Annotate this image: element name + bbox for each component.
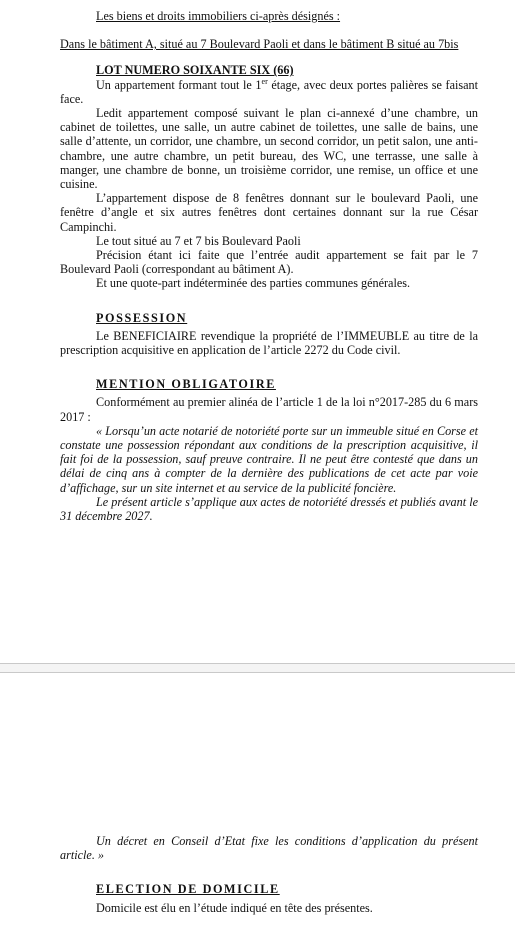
page-break [0,663,515,673]
election-paragraph: Domicile est élu en l’étude indiqué en tête des présentes. [96,900,373,915]
location-line: Dans le bâtiment A, situé au 7 Boulevard Paoli et dans le bâtiment B situé au 7bis [60,37,459,52]
quote-paragraph-2: Le présent article s’applique aux actes de notoriété dressés et publiés avant le 31 décembre 2027. [60,494,478,524]
lot-paragraph-1 [60,78,478,106]
page-1-body [60,9,478,523]
possession-paragraph: Le BENEFICIAIRE revendique la propriété de l’IMMEUBLE au titre de la prescription acquisitive en application de l’article 2272 du Code civil. [60,328,478,358]
document-page-2 [0,673,515,936]
lot-paragraph-6: Et une quote-part indéterminée des parties communes générales. [96,276,411,291]
ordinal-superscript: er [261,76,268,86]
quote-paragraph-3: Un décret en Conseil d’Etat fixe les conditions d’application du présent article. » [60,834,478,863]
intro-line: Les biens et droits immobiliers ci-après désignés : [96,9,341,23]
lot-paragraph-5: Précision étant ici faite que l’entrée audit appartement se fait par le 7 Boulevard Paoli (correspondant au bâtiment A). [60,248,478,277]
lot-title: LOT NUMERO SOIXANTE SIX (66) [96,63,294,78]
lot-paragraph-2: Ledit appartement composé suivant le plan ci-annexé d’une chambre, un cabinet de toilettes, une salle, un autre cabinet de toilettes, une salle de bains, une salle d’attente, un corridor, une chambre, un second corridor, un petit salon, une anti-chambre, une autre chambre, un petit bureau, des WC, une terrasse, une salle à manger, une chambre de bonne, un troisième corridor, une remise, un office et une cuisine. [60,106,478,192]
mention-heading: MENTION OBLIGATOIRE [96,377,276,392]
lot-paragraph-1-text-a: Un appartement formant tout le 1 [96,77,262,92]
quote-paragraph-1: « Lorsqu’un acte notarié de notoriété porte sur un immeuble situé en Corse et constate une possession répondant aux conditions de la prescription acquisitive, il fait foi de la possession, sauf preuve contraire. Il ne peut être contesté que dans un délai de cinq ans à compter de la dernière des publications de cet acte par voie d’affichage, sur un site internet et au service de la publicité foncière. [60,423,478,495]
possession-heading: POSSESSION [96,310,188,325]
page-2-body [60,834,478,915]
lot-paragraph-3: L’appartement dispose de 8 fenêtres donnant sur le boulevard Paoli, une fenêtre d’angle et six autres fenêtres dont certaines donnant sur la rue César Campinchi. [60,191,478,234]
mention-paragraph: Conformément au premier alinéa de l’article 1 de la loi n°2017-285 du 6 mars 2017 : [60,395,478,424]
lot-paragraph-1-text-b: étage, avec deux portes palières se faisant face. [60,77,478,106]
election-heading: ELECTION DE DOMICILE [96,882,280,897]
lot-paragraph-4: Le tout situé au 7 et 7 bis Boulevard Paoli [96,233,301,248]
